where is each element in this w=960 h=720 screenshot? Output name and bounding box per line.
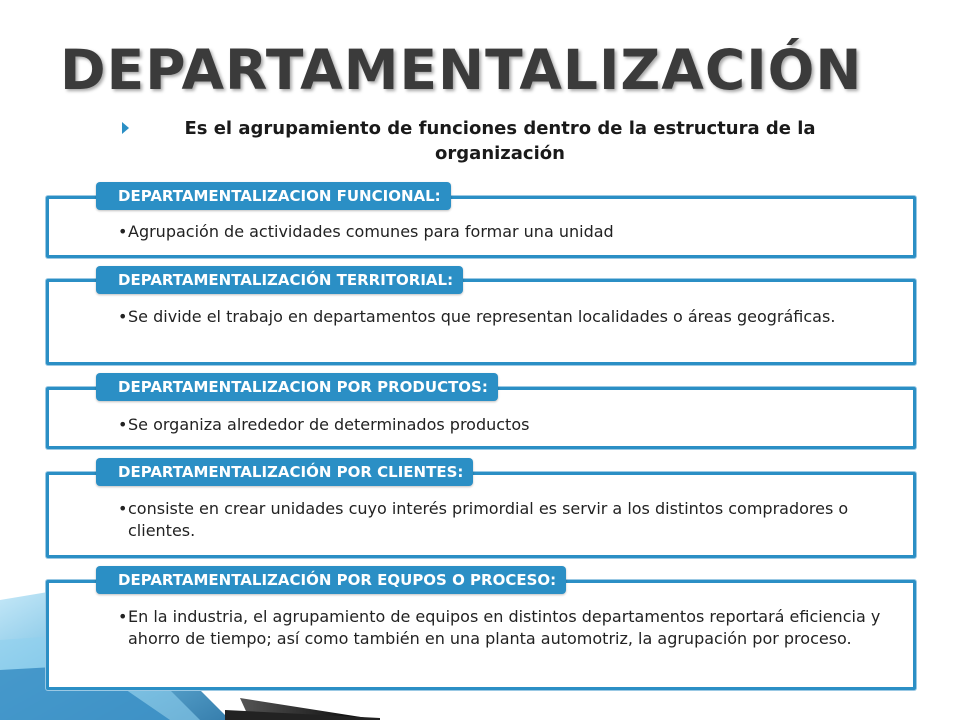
item-description [104, 221, 918, 243]
item-description [104, 414, 918, 436]
triangle-bullet-icon [122, 122, 129, 134]
item-header: DEPARTAMENTALIZACION POR PRODUCTOS: [96, 373, 498, 401]
bullet-icon: • [118, 499, 128, 518]
bullet-icon: • [118, 307, 128, 326]
item-text: En la industria, el agrupamiento de equipos en distintos departamentos reportará eficiencia y ahorro de tiempo; así como también en una planta automotriz, la agrupación por proceso. [128, 607, 881, 648]
slide-title: DEPARTAMENTALIZACIÓN [60, 38, 863, 102]
bullet-icon: • [118, 222, 128, 241]
item-text: Se divide el trabajo en departamentos que representan localidades o áreas geográficas. [128, 307, 836, 326]
item-description [104, 306, 918, 328]
item-header: DEPARTAMENTALIZACIÓN POR CLIENTES: [96, 458, 473, 486]
bullet-icon: • [118, 415, 128, 434]
item-text: Se organiza alrededor de determinados productos [128, 415, 530, 434]
item-header: DEPARTAMENTALIZACIÓN POR EQUPOS O PROCESO: [96, 566, 566, 594]
bullet-icon: • [118, 607, 128, 626]
item-header: DEPARTAMENTALIZACION FUNCIONAL: [96, 182, 451, 210]
item-description [104, 498, 918, 542]
item-description [104, 606, 918, 650]
subtitle-text: Es el agrupamiento de funciones dentro de la estructura de la organización [184, 118, 816, 164]
subtitle [140, 116, 860, 166]
item-header: DEPARTAMENTALIZACIÓN TERRITORIAL: [96, 266, 463, 294]
item-text: Agrupación de actividades comunes para formar una unidad [128, 222, 614, 241]
item-text: consiste en crear unidades cuyo interés primordial es servir a los distintos compradores o clientes. [128, 499, 849, 540]
